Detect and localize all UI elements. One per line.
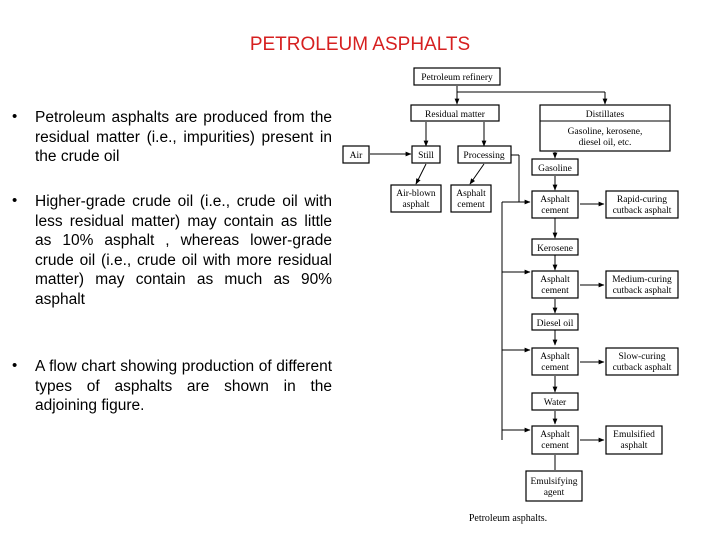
- node-label: Kerosene: [537, 244, 573, 254]
- node-air-blown-asphalt: [391, 185, 441, 212]
- node-label: Emulsifying: [530, 477, 578, 487]
- node-asphalt-cement-4: [532, 426, 578, 454]
- node-label: Emulsified: [613, 430, 655, 440]
- node-air: [343, 146, 369, 163]
- node-label: asphalt: [620, 441, 648, 451]
- node-label: asphalt: [402, 200, 430, 210]
- node-label: Air-blown: [396, 189, 436, 199]
- node-label: Diesel oil: [536, 319, 574, 329]
- node-label: Air: [349, 151, 363, 161]
- bullet-text-3: A flow chart showing production of different types of asphalts are shown in the adjoining figure.: [35, 358, 332, 415]
- node-medium-curing-cutback: [606, 271, 678, 298]
- node-label: Distillates: [585, 110, 625, 120]
- node-label: cement: [541, 441, 569, 451]
- node-sublabel: diesel oil, etc.: [578, 138, 632, 148]
- figure-caption: Petroleum asphalts.: [468, 513, 548, 524]
- node-label: cement: [457, 200, 485, 210]
- node-label: Still: [418, 151, 434, 161]
- node-sublabel: Gasoline, kerosene,: [567, 127, 643, 137]
- node-label: Petroleum refinery: [421, 73, 493, 83]
- node-label: agent: [543, 488, 565, 498]
- bullet-text-1: Petroleum asphalts are produced from the residual matter (i.e., impurities) present in the crude oil: [35, 109, 332, 166]
- node-label: Asphalt: [540, 275, 570, 285]
- node-label: cement: [541, 363, 569, 373]
- node-label: Asphalt: [540, 195, 570, 205]
- node-distillates: [540, 105, 670, 151]
- node-label: Gasoline: [538, 164, 572, 174]
- node-asphalt-cement-1: [532, 191, 578, 218]
- node-slow-curing-cutback: [606, 348, 678, 375]
- bullet-marker: •: [12, 108, 18, 125]
- node-label: Asphalt: [456, 189, 486, 199]
- node-asphalt-cement-2: [532, 271, 578, 298]
- node-label: Medium-curing: [612, 275, 672, 285]
- bullet-marker: •: [12, 357, 18, 374]
- bullet-marker: •: [12, 192, 18, 209]
- node-label: cutback asphalt: [612, 286, 672, 296]
- node-asphalt-cement-main: [451, 185, 491, 212]
- node-gasoline: [532, 159, 578, 175]
- node-petroleum-refinery: [414, 68, 500, 85]
- node-label: Processing: [463, 151, 505, 161]
- node-label: cutback asphalt: [612, 206, 672, 216]
- page-title: PETROLEUM ASPHALTS: [249, 34, 471, 55]
- node-processing: [458, 146, 511, 163]
- node-asphalt-cement-3: [532, 348, 578, 375]
- node-water: [532, 393, 578, 410]
- node-label: Rapid-curing: [616, 195, 668, 205]
- node-rapid-curing-cutback: [606, 191, 678, 218]
- node-label: Slow-curing: [618, 352, 666, 362]
- bullet-text-2: Higher-grade crude oil (i.e., crude oil with less residual matter) may contain as little as 10% asphalt , whereas lower-grade crude oil (i.e., crude oil with more residual matter) may contain as much as 90% asphalt: [35, 193, 332, 308]
- node-diesel-oil: [532, 314, 578, 330]
- node-label: cutback asphalt: [612, 363, 672, 373]
- node-emulsifying-agent: [526, 471, 582, 501]
- node-label: Residual matter: [425, 110, 485, 120]
- node-label: cement: [541, 206, 569, 216]
- node-label: Asphalt: [540, 430, 570, 440]
- node-label: Asphalt: [540, 352, 570, 362]
- node-label: cement: [541, 286, 569, 296]
- node-kerosene: [532, 239, 578, 255]
- node-residual-matter: [411, 105, 499, 121]
- node-label: Water: [543, 398, 567, 408]
- node-emulsified-asphalt: [606, 426, 662, 454]
- node-still: [412, 146, 440, 163]
